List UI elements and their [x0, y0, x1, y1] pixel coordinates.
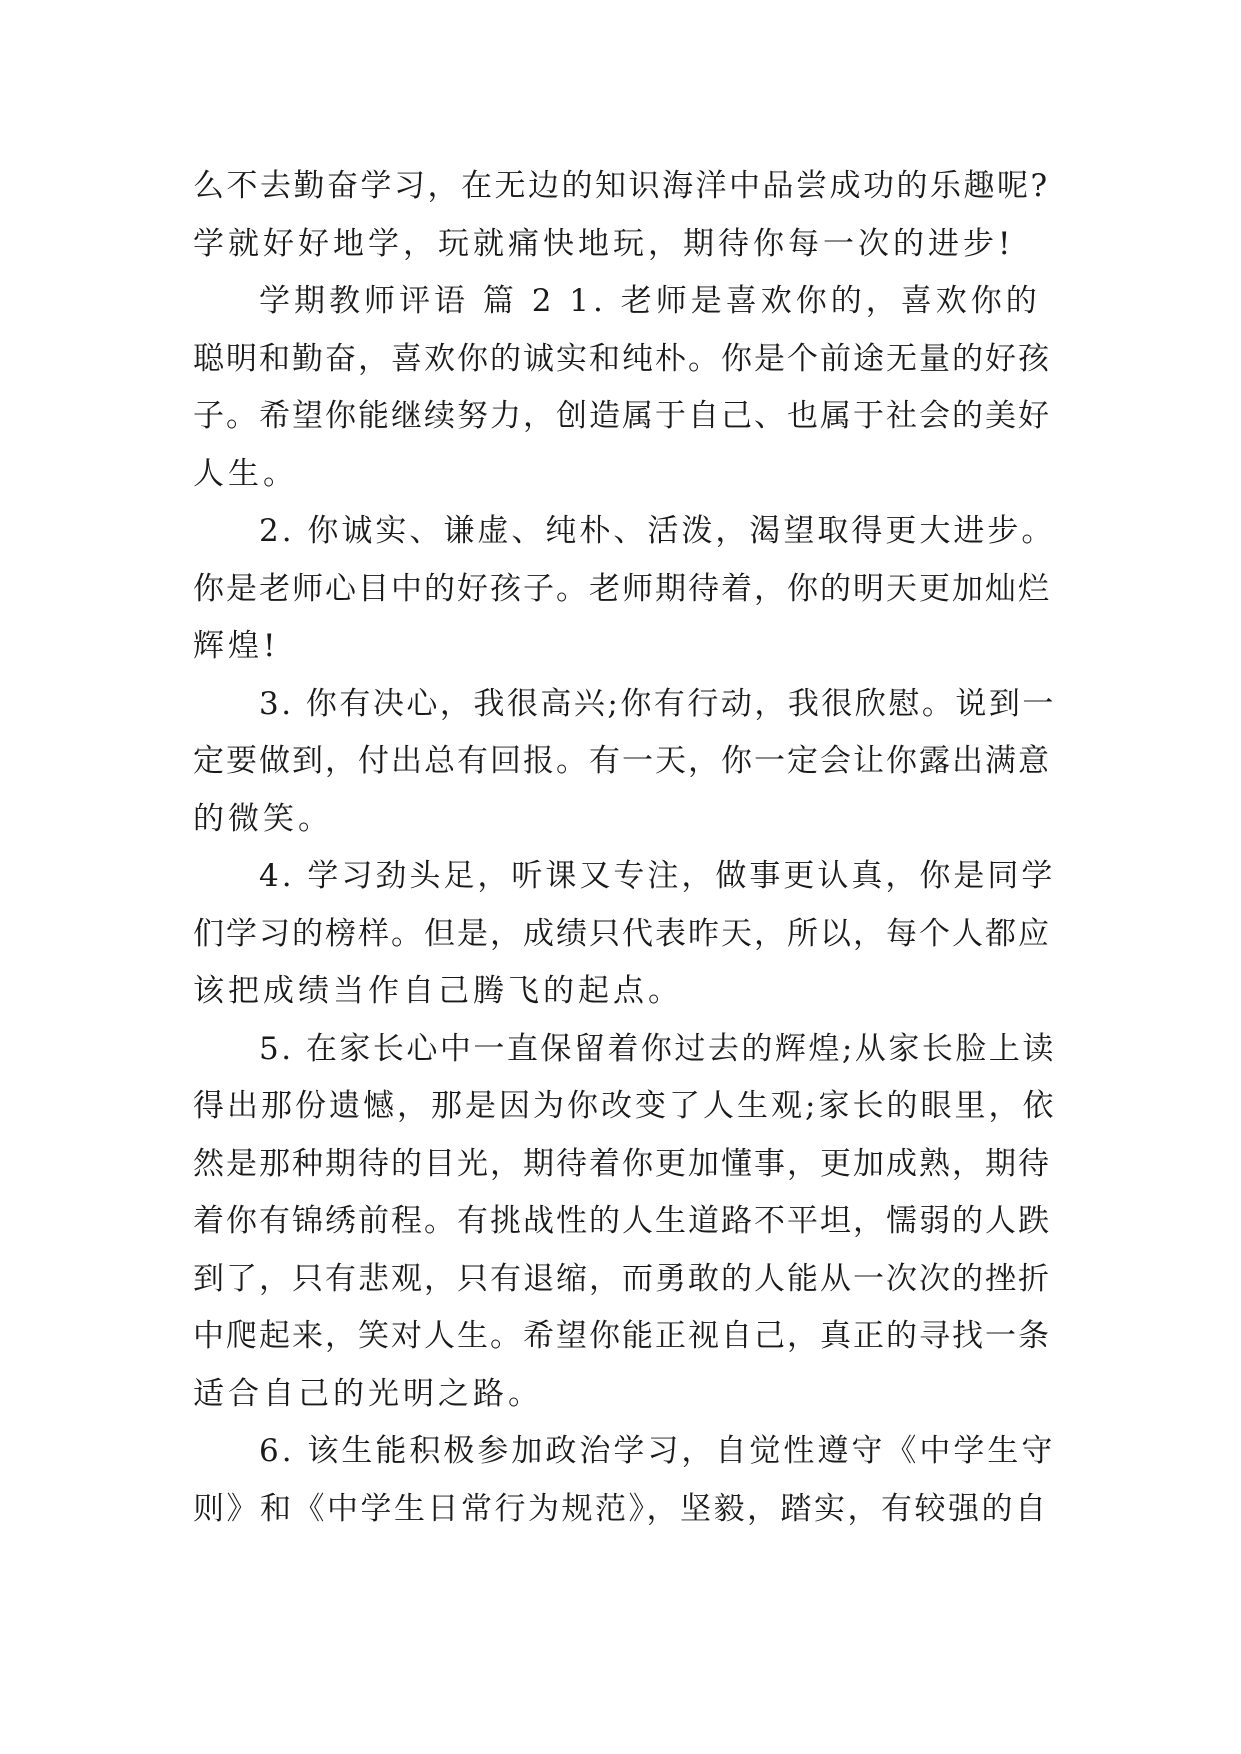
- list-item-2-line-1: 2. 你诚实、谦虚、纯朴、活泼，渴望取得更大进步。: [259, 513, 1056, 549]
- list-item-5-line-2: 得出那份遗憾，那是因为你改变了人生观;家长的眼里，依: [193, 1088, 1057, 1124]
- section-heading-line: 学期教师评语 篇 2 1. 老师是喜欢你的，喜欢你的: [259, 283, 1041, 319]
- text-line-2: 学就好好地学，玩就痛快地玩，期待你每一次的进步!: [193, 225, 1015, 262]
- list-item-5-line-3: 然是那种期待的目光，期待着你更加懂事，更加成熟，期待: [193, 1145, 1051, 1182]
- list-item-3-line-1: 3. 你有决心，我很高兴;你有行动，我很欣慰。说到一: [259, 685, 1056, 722]
- text-line-4: 聪明和勤奋，喜欢你的诚实和纯朴。你是个前途无量的好孩: [193, 340, 1051, 377]
- list-item-4-line-1: 4. 学习劲头足，听课又专注，做事更认真，你是同学: [259, 858, 1056, 894]
- list-item-6-line-2: 则》和《中学生日常行为规范》，坚毅，踏实，有较强的自: [193, 1490, 1049, 1527]
- document-page: [193, 158, 1058, 1538]
- list-item-4-line-2: 们学习的榜样。但是，成绩只代表昨天，所以，每个人都应: [193, 915, 1051, 952]
- list-item-6-line-1: 6. 该生能积极参加政治学习，自觉性遵守《中学生守: [259, 1433, 1056, 1469]
- list-item-2-line-3: 辉煌!: [193, 628, 280, 664]
- list-item-3-line-2: 定要做到，付出总有回报。有一天，你一定会让你露出满意: [193, 743, 1051, 779]
- list-item-4-line-3: 该把成绩当作自己腾飞的起点。: [193, 973, 683, 1009]
- list-item-5-line-6: 中爬起来，笑对人生。希望你能正视自己，真正的寻找一条: [193, 1318, 1051, 1354]
- list-item-5-line-5: 到了，只有悲观，只有退缩，而勇敢的人能从一次次的挫折: [193, 1260, 1051, 1297]
- list-item-5-line-4: 着你有锦绣前程。有挑战性的人生道路不平坦，懦弱的人跌: [193, 1203, 1051, 1239]
- text-line-6: 人生。: [193, 455, 298, 492]
- text-line-5: 子。希望你能继续努力，创造属于自己、也属于社会的美好: [193, 398, 1051, 434]
- list-item-3-line-3: 的微笑。: [193, 800, 333, 837]
- list-item-5-line-1: 5. 在家长心中一直保留着你过去的辉煌;从家长脸上读: [259, 1030, 1056, 1067]
- text-line-1: 么不去勤奋学习，在无边的知识海洋中品尝成功的乐趣呢?: [193, 168, 1050, 204]
- list-item-5-line-7: 适合自己的光明之路。: [193, 1375, 543, 1412]
- list-item-2-line-2: 你是老师心目中的好孩子。老师期待着，你的明天更加灿烂: [193, 570, 1051, 607]
